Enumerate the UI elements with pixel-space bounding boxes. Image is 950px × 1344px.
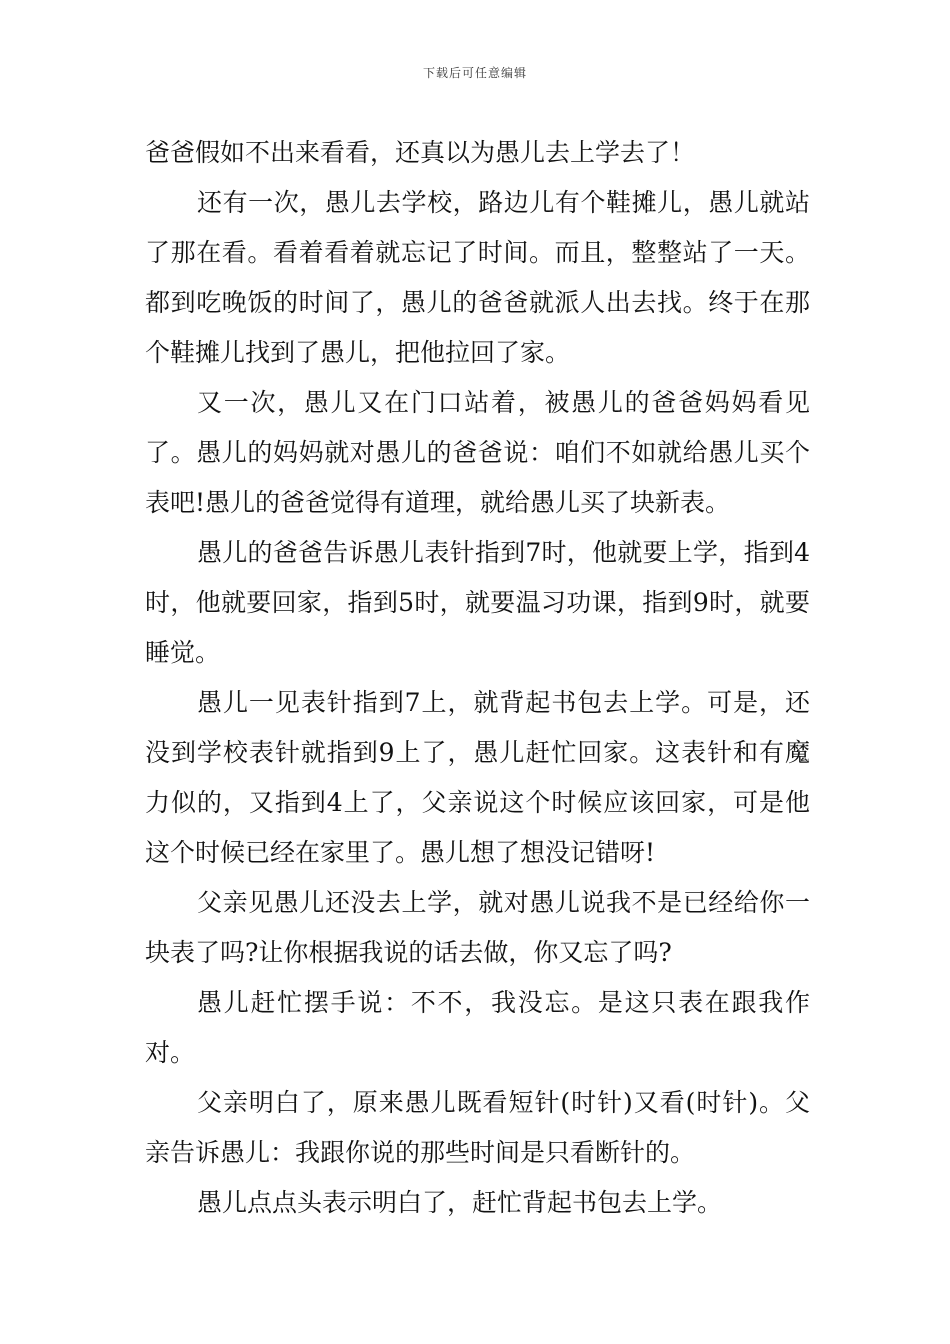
document-body xyxy=(145,128,810,1228)
paragraph: 愚儿赶忙摆手说：不不，我没忘。是这只表在跟我作对。 xyxy=(145,988,810,1067)
paragraph: 愚儿点点头表示明白了，赶忙背起书包去上学。 xyxy=(197,1188,723,1217)
paragraph: 愚儿的爸爸告诉愚儿表针指到7时，他就要上学，指到4时，他就要回家，指到5时，就要温习功课，指到9时，就要睡觉。 xyxy=(145,538,810,667)
page-header: 下载后可任意编辑 xyxy=(422,66,527,80)
paragraph: 又一次，愚儿又在门口站着，被愚儿的爸爸妈妈看见了。愚儿的妈妈就对愚儿的爸爸说：咱们不如就给愚儿买个表吧!愚儿的爸爸觉得有道理，就给愚儿买了块新表。 xyxy=(145,388,810,517)
paragraph: 爸爸假如不出来看看，还真以为愚儿去上学去了！ xyxy=(145,138,696,167)
paragraph: 父亲明白了，原来愚儿既看短针(时针)又看(时针)。父亲告诉愚儿：我跟你说的那些时间是只看断针的。 xyxy=(145,1088,810,1167)
paragraph: 父亲见愚儿还没去上学，就对愚儿说我不是已经给你一块表了吗?让你根据我说的话去做，你又忘了吗? xyxy=(145,888,810,967)
paragraph: 愚儿一见表针指到7上，就背起书包去上学。可是，还没到学校表针就指到9上了，愚儿赶忙回家。这表针和有魔力似的，又指到4上了，父亲说这个时候应该回家，可是他这个时候已经在家里了。愚儿想了想没记错呀! xyxy=(145,688,810,867)
paragraph: 还有一次，愚儿去学校，路边儿有个鞋摊儿，愚儿就站了那在看。看着看着就忘记了时间。而且，整整站了一天。都到吃晚饭的时间了，愚儿的爸爸就派人出去找。终于在那个鞋摊儿找到了愚儿，把他拉回了家。 xyxy=(145,188,810,367)
